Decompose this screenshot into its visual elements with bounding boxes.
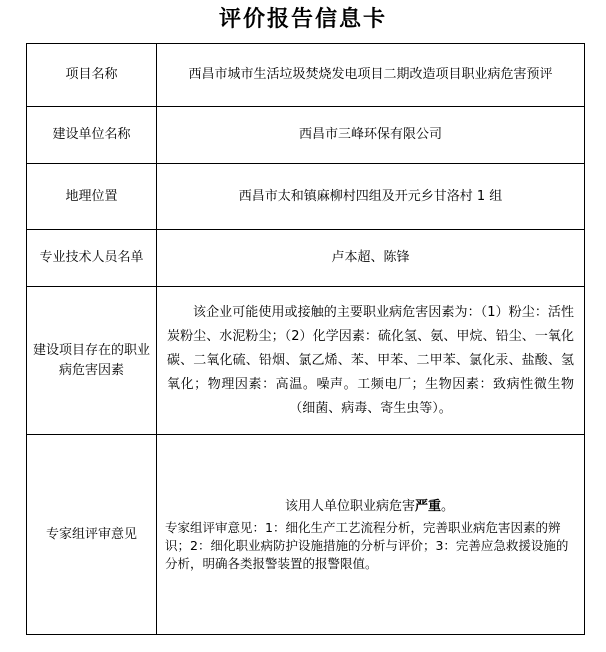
row-label: 专家组评审意见: [27, 435, 157, 635]
row-label: 地理位置: [27, 164, 157, 230]
review-cell: [157, 435, 585, 635]
info-card-table: [26, 43, 585, 635]
row-value: 西昌市三峰环保有限公司: [157, 107, 585, 164]
table-row: [27, 230, 585, 287]
hazard-factors-text: 该企业可能使用或接触的主要职业病危害因素为：（1）粉尘：活性炭粉尘、水泥粉尘；（2）化学因素：硫化氢、氨、甲烷、铅尘、一氧化碳、二氧化硫、铅烟、氯乙烯、苯、甲苯、二甲苯、氯化汞、盐酸、氢氧化；物理因素：高温。噪声。工频电厂；生物因素：致病性微生物（细菌、病毒、寄生虫等）。: [167, 304, 574, 416]
review-conclusion-prefix: 该用人单位职业病危害: [284, 498, 415, 514]
row-label: 建设项目存在的职业病危害因素: [27, 287, 157, 435]
review-conclusion: [165, 497, 574, 517]
row-label: 项目名称: [27, 44, 157, 107]
table-row: [27, 435, 585, 635]
review-opinions-text: 专家组评审意见：1：细化生产工艺流程分析，完善职业病危害因素的辨识；2：细化职业病防护设施措施的分析与评价；3：完善应急救援设施的分析，明确各类报警装置的报警限值。: [165, 519, 569, 571]
review-content: [157, 497, 584, 573]
table-row: [27, 107, 585, 164]
table-row: [27, 44, 585, 107]
table-row: [27, 164, 585, 230]
row-label: 专业技术人员名单: [27, 230, 157, 287]
row-value: 西昌市太和镇麻柳村四组及开元乡甘洛村 1 组: [157, 164, 585, 230]
table-row: [27, 287, 585, 435]
page-title: 评价报告信息卡: [218, 7, 387, 32]
row-value: 西昌市城市生活垃圾焚烧发电项目二期改造项目职业病危害预评: [157, 44, 585, 107]
row-value: [157, 287, 585, 435]
review-conclusion-emphasis: 严重: [414, 498, 441, 514]
row-label: 建设单位名称: [27, 107, 157, 164]
row-value: 卢本超、陈锋: [157, 230, 585, 287]
review-conclusion-suffix: 。: [441, 498, 455, 514]
